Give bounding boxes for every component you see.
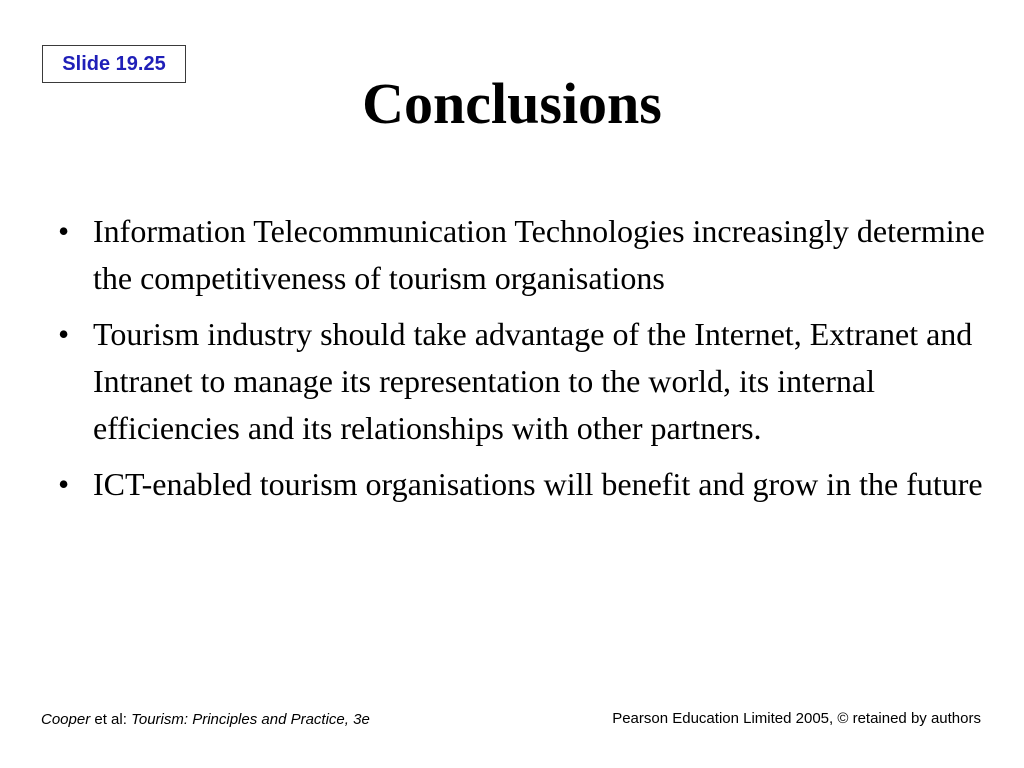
bullet-icon: • — [58, 213, 70, 249]
bullet-icon: • — [58, 466, 70, 502]
footer-et-al: et al: — [90, 711, 132, 728]
bullet-icon: • — [58, 316, 70, 352]
footer-author: Cooper — [41, 711, 91, 728]
footer-book-title: Tourism: Principles and Practice, 3e — [131, 711, 370, 728]
slide-title: Conclusions — [362, 71, 662, 136]
bullet-item — [58, 461, 998, 508]
bullet-text: Information Telecommunication Technologies increasingly determine the competitiveness of tourism organisations — [93, 213, 985, 296]
bullet-text: Tourism industry should take advantage of the Internet, Extranet and Intranet to manage its representation to the world, its internal efficiencies and its relationships with other partners. — [93, 316, 973, 446]
bullet-text: ICT-enabled tourism organisations will benefit and grow in the future — [93, 466, 983, 502]
bullet-list — [58, 208, 998, 517]
footer-citation — [41, 711, 370, 728]
bullet-item — [58, 208, 998, 302]
footer-copyright: Pearson Education Limited 2005, © retained by authors — [612, 710, 981, 727]
bullet-item — [58, 311, 998, 452]
slide-number-label: Slide 19.25 — [62, 52, 166, 75]
